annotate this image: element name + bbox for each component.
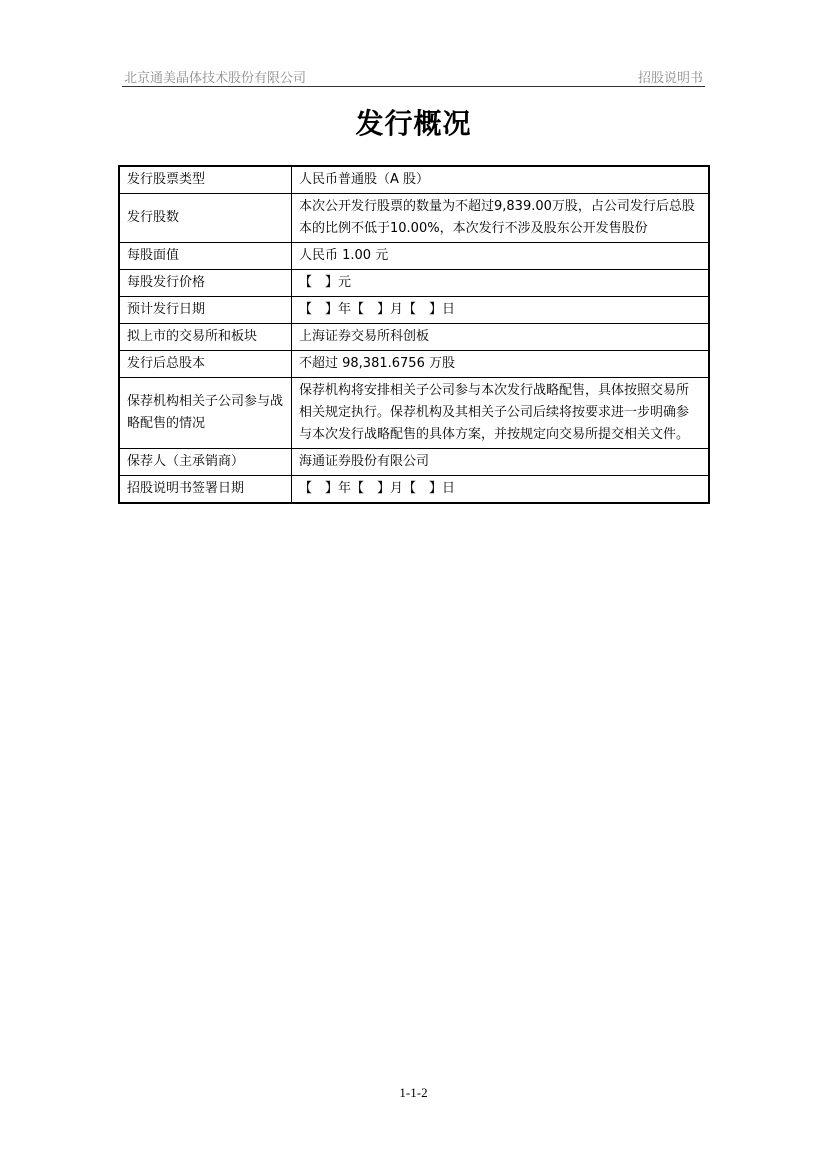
row-label: 保荐人（主承销商） xyxy=(119,449,292,476)
issuance-overview-table xyxy=(118,165,710,504)
page-title: 发行概况 xyxy=(355,107,472,140)
table-row xyxy=(119,351,709,378)
row-value: 人民币普通股（A 股） xyxy=(292,166,710,194)
row-value: 【 】元 xyxy=(292,270,710,297)
row-label: 发行后总股本 xyxy=(119,351,292,378)
table-row xyxy=(119,270,709,297)
page-header xyxy=(122,66,705,87)
row-label: 每股面值 xyxy=(119,243,292,270)
row-label: 发行股数 xyxy=(119,194,292,243)
table-row xyxy=(119,476,709,504)
row-label: 发行股票类型 xyxy=(119,166,292,194)
row-value: 【 】年【 】月【 】日 xyxy=(292,297,710,324)
row-value: 【 】年【 】月【 】日 xyxy=(292,476,710,504)
row-value: 保荐机构将安排相关子公司参与本次发行战略配售，具体按照交易所相关规定执行。保荐机构及其相关子公司后续将按要求进一步明确参与本次发行战略配售的具体方案，并按规定向交易所提交相关文件。 xyxy=(292,378,710,449)
row-label: 招股说明书签署日期 xyxy=(119,476,292,504)
row-label: 保荐机构相关子公司参与战略配售的情况 xyxy=(119,378,292,449)
table-row xyxy=(119,297,709,324)
row-label: 每股发行价格 xyxy=(119,270,292,297)
table-row xyxy=(119,194,709,243)
row-value: 上海证券交易所科创板 xyxy=(292,324,710,351)
header-document-type: 招股说明书 xyxy=(637,71,703,86)
row-label: 拟上市的交易所和板块 xyxy=(119,324,292,351)
table-row xyxy=(119,166,709,194)
table-row xyxy=(119,378,709,449)
table-row xyxy=(119,324,709,351)
table-row xyxy=(119,449,709,476)
row-value: 海通证券股份有限公司 xyxy=(292,449,710,476)
page-number: 1-1-2 xyxy=(399,1085,428,1100)
row-value: 本次公开发行股票的数量为不超过9,839.00万股，占公司发行后总股本的比例不低于10.00%，本次发行不涉及股东公开发售股份 xyxy=(292,194,710,243)
header-company-name: 北京通美晶体技术股份有限公司 xyxy=(124,71,307,86)
row-label: 预计发行日期 xyxy=(119,297,292,324)
row-value: 人民币 1.00 元 xyxy=(292,243,710,270)
table-row xyxy=(119,243,709,270)
row-value: 不超过 98,381.6756 万股 xyxy=(292,351,710,378)
